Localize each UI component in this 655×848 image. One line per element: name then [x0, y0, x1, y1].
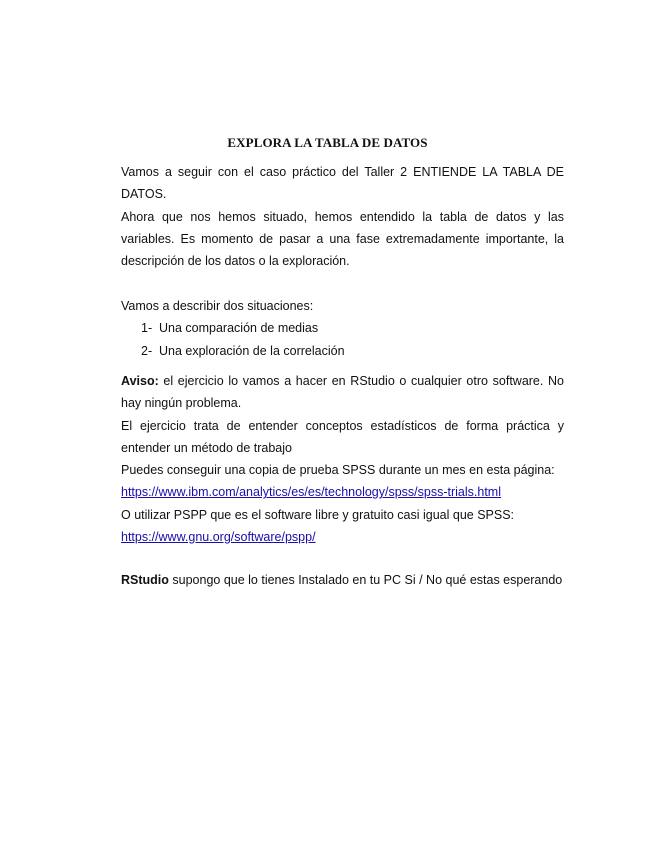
notice-label: Aviso: [121, 374, 159, 388]
list-item-text: Una comparación de medias [159, 321, 319, 336]
list-item-number: 2- [141, 343, 153, 358]
list-item-text: Una exploración de la correlación [159, 343, 345, 358]
situations-heading: Vamos a describir dos situaciones: [121, 299, 314, 313]
situations-section [121, 295, 564, 362]
notice-line-6: O utilizar PSPP que es el software libre y gratuito casi igual que SPSS: [121, 507, 515, 522]
intro-line-3: Ahora que nos hemos situado, hemos entendido la tabla de datos y las [121, 209, 564, 224]
rstudio-line [121, 569, 564, 591]
notice-section [121, 370, 564, 548]
pspp-link[interactable]: https://www.gnu.org/software/pspp/ [121, 530, 316, 545]
document-title: EXPLORA LA TABLA DE DATOS [227, 135, 428, 150]
notice-line-3: El ejercicio trata de entender conceptos estadísticos de forma práctica y [121, 418, 564, 433]
rstudio-label: RStudio [121, 573, 169, 587]
spss-trial-link[interactable]: https://www.ibm.com/analytics/es/es/technology/spss/spss-trials.html [121, 485, 501, 500]
intro-line-4: variables. Es momento de pasar a una fase extremadamente importante, la [121, 231, 564, 246]
list-item [121, 340, 564, 362]
rstudio-note [121, 569, 564, 591]
notice-line-1 [121, 370, 564, 392]
notice-line-5: Puedes conseguir una copia de prueba SPSS durante un mes en esta página: [121, 463, 555, 478]
intro-line-1: Vamos a seguir con el caso práctico del Taller 2 ENTIENDE LA TABLA DE [121, 165, 564, 179]
rstudio-text: supongo que lo tienes Instalado en tu PC Si / No qué estas esperando [168, 573, 563, 587]
intro-line-5: descripción de los datos o la exploración. [121, 254, 350, 269]
notice-line-2: hay ningún problema. [121, 396, 242, 411]
intro-line-2: DATOS. [121, 187, 167, 202]
list-item [121, 317, 564, 339]
notice-line-1-text: el ejercicio lo vamos a hacer en RStudio o cualquier otro software. No [158, 374, 564, 388]
list-item-number: 1- [141, 321, 153, 336]
notice-line-4: entender un método de trabajo [121, 440, 292, 455]
intro-paragraph [121, 161, 564, 272]
